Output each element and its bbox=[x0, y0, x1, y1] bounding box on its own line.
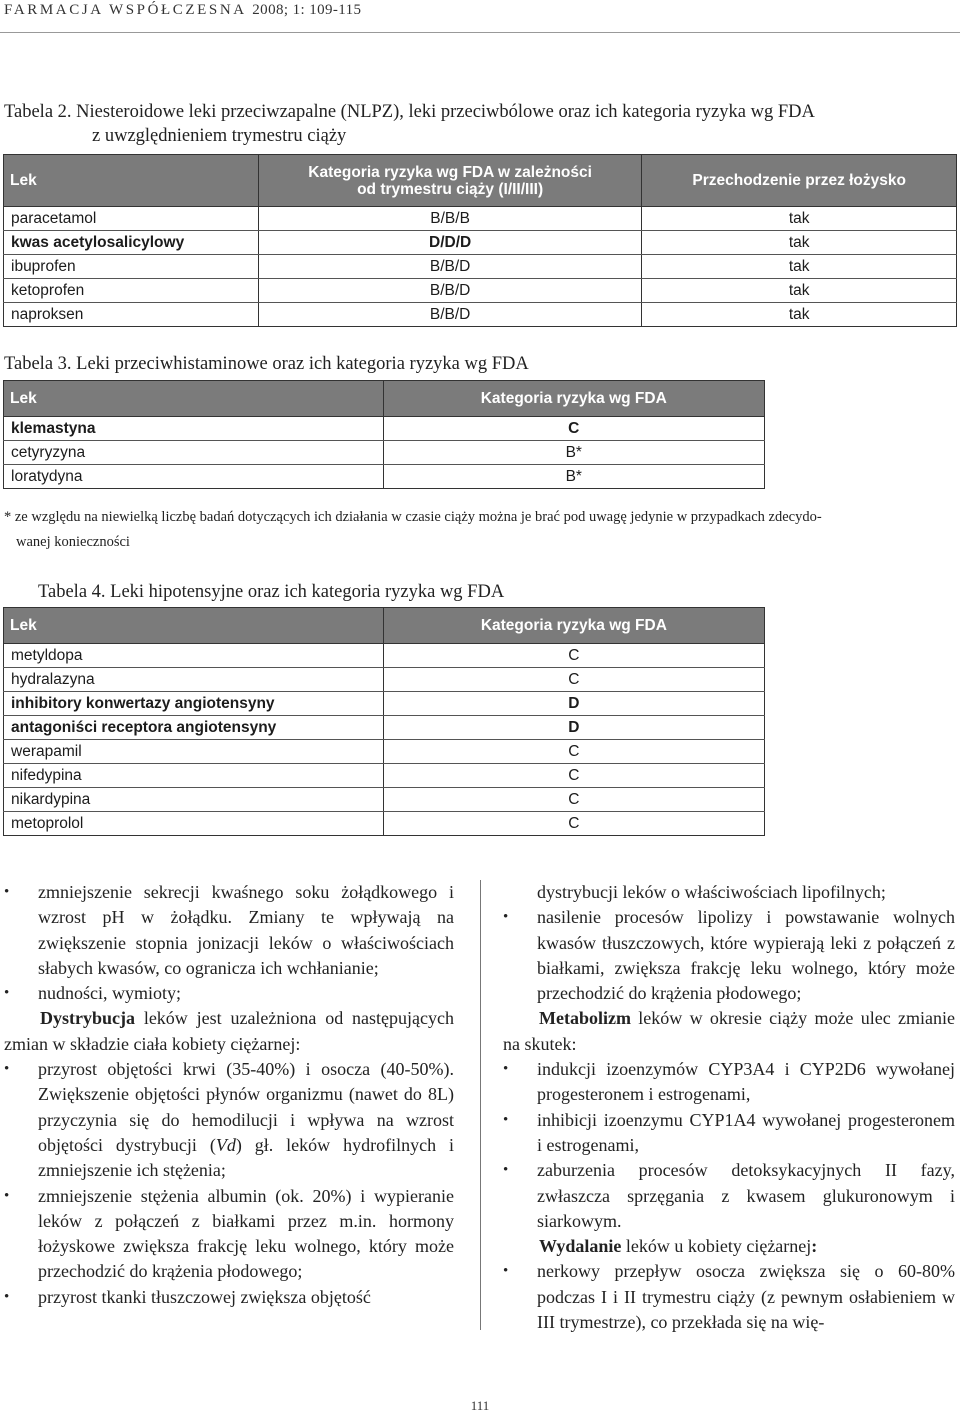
placenta-transfer: tak bbox=[642, 231, 957, 255]
right-bullet-3: • inhibicji izoenzymu CYP1A4 wywołanej progesteronem i estrogenami, bbox=[503, 1108, 955, 1159]
risk-category: C bbox=[383, 764, 764, 788]
table2-header-drug: Lek bbox=[4, 155, 259, 207]
drug-name: nifedypina bbox=[4, 764, 384, 788]
drug-name: klemastyna bbox=[4, 417, 384, 441]
drug-name: ketoprofen bbox=[4, 279, 259, 303]
table2 bbox=[3, 154, 957, 327]
placenta-transfer: tak bbox=[642, 207, 957, 231]
table-row bbox=[4, 644, 765, 668]
table3-caption: Tabela 3. Leki przeciwhistaminowe oraz ich kategoria ryzyka wg FDA bbox=[4, 354, 529, 374]
drug-name: cetyryzyna bbox=[4, 441, 384, 465]
table4-caption: Tabela 4. Leki hipotensyjne oraz ich kategoria ryzyka wg FDA bbox=[38, 582, 505, 602]
drug-name: hydralazyna bbox=[4, 668, 384, 692]
risk-category: B/B/D bbox=[258, 255, 641, 279]
placenta-transfer: tak bbox=[642, 303, 957, 327]
table-row bbox=[4, 255, 957, 279]
right-bullet-1: • nasilenie procesów lipolizy i powstawanie wolnych kwasów tłuszczowych, które wypierają leki z połączeń z białkami, zwiększa frakcję leku wolnego, który może przechodzić do krążenia płodowego; bbox=[503, 905, 955, 1006]
table-row bbox=[4, 279, 957, 303]
header-rule bbox=[0, 32, 960, 33]
table3-header-drug: Lek bbox=[4, 381, 384, 417]
table2-caption-line2: z uwzględnieniem trymestru ciąży bbox=[92, 126, 347, 146]
left-bullet-1: • zmniejszenie sekrecji kwaśnego soku żołądkowego i wzrost pH w żołądku. Zmiany te wpływają na zwiększenie stopnia jonizacji leków o właściwościach słabych kwasów, co ogranicza ich wchłanianie; bbox=[4, 880, 454, 981]
risk-category: C bbox=[383, 788, 764, 812]
table-row bbox=[4, 788, 765, 812]
table-row bbox=[4, 207, 957, 231]
metabolism-paragraph: Metabolizm leków w okresie ciąży może ulec zmianie na skutek: bbox=[503, 1008, 955, 1054]
table2-header-category: Kategoria ryzyka wg FDA w zależności od trymestru ciąży (I/II/III) bbox=[258, 155, 641, 207]
running-header bbox=[4, 2, 361, 19]
table-row bbox=[4, 692, 765, 716]
placenta-transfer: tak bbox=[642, 255, 957, 279]
table2-caption-line1: Tabela 2. Niesteroidowe leki przeciwzapalne (NLPZ), leki przeciwbólowe oraz ich kategoria ryzyka wg FDA bbox=[4, 102, 815, 122]
drug-name: inhibitory konwertazy angiotensyny bbox=[4, 692, 384, 716]
risk-category: C bbox=[383, 644, 764, 668]
excretion-paragraph: Wydalanie leków u kobiety ciężarnej: bbox=[539, 1236, 818, 1257]
risk-category: C bbox=[383, 740, 764, 764]
drug-name: metoprolol bbox=[4, 812, 384, 836]
right-bullet-2: • indukcji izoenzymów CYP3A4 i CYP2D6 wywołanej progesteronem i estrogenami, bbox=[503, 1057, 955, 1108]
table2-caption bbox=[4, 100, 815, 148]
table-row bbox=[4, 716, 765, 740]
page-number: 111 bbox=[470, 1398, 490, 1413]
table3 bbox=[3, 380, 765, 489]
table-row bbox=[4, 417, 765, 441]
risk-category: C bbox=[383, 812, 764, 836]
table-row bbox=[4, 812, 765, 836]
drug-name: antagoniści receptora angiotensyny bbox=[4, 716, 384, 740]
drug-name: metyldopa bbox=[4, 644, 384, 668]
placenta-transfer: tak bbox=[642, 279, 957, 303]
footnote-line1: * ze względu na niewielką liczbę badań dotyczących ich działania w czasie ciąży można je brać pod uwagę jedynie w przypadkach zdecydo- bbox=[4, 509, 822, 525]
drug-name: werapamil bbox=[4, 740, 384, 764]
right-bullet-4: • zaburzenia procesów detoksykacyjnych II fazy, zwłaszcza sprzęgania z kwasem glukuronowym i siarkowym. bbox=[503, 1158, 955, 1234]
risk-category: C bbox=[383, 668, 764, 692]
risk-category: D bbox=[383, 692, 764, 716]
table-row bbox=[4, 303, 957, 327]
drug-name: ibuprofen bbox=[4, 255, 259, 279]
table3-header-category: Kategoria ryzyka wg FDA bbox=[383, 381, 765, 417]
distribution-paragraph: Dystrybucja leków jest uzależniona od następujących zmian w składzie ciała kobiety ciężarnej: bbox=[4, 1008, 454, 1054]
drug-name: kwas acetylosalicylowy bbox=[4, 231, 259, 255]
issue-reference: 2008; 1: 109-115 bbox=[252, 2, 362, 18]
excretion-heading: Wydalanie bbox=[539, 1236, 622, 1257]
table4-header-category: Kategoria ryzyka wg FDA bbox=[383, 608, 764, 644]
column-divider bbox=[480, 880, 481, 1330]
left-bullet-5: • przyrost tkanki tłuszczowej zwiększa objętość bbox=[4, 1285, 454, 1310]
table2-header-placenta: Przechodzenie przez łożysko bbox=[642, 155, 957, 207]
table-row bbox=[4, 764, 765, 788]
risk-category: B/B/D bbox=[258, 303, 641, 327]
table-row bbox=[4, 740, 765, 764]
drug-name: nikardypina bbox=[4, 788, 384, 812]
table-row bbox=[4, 668, 765, 692]
metabolism-heading: Metabolizm bbox=[539, 1008, 631, 1029]
table4 bbox=[3, 607, 765, 836]
drug-name: paracetamol bbox=[4, 207, 259, 231]
table4-header-drug: Lek bbox=[4, 608, 384, 644]
right-continuation: dystrybucji leków o właściwościach lipofilnych; bbox=[537, 882, 886, 902]
distribution-heading: Dystrybucja bbox=[40, 1008, 135, 1029]
risk-category: B* bbox=[383, 465, 765, 489]
right-bullet-5: • nerkowy przepływ osocza zwiększa się o 60-80% podczas I i II trymestru ciąży (z pewnym osłabieniem w III trymestrze), co przekłada się na wię- bbox=[503, 1259, 955, 1335]
table-row bbox=[4, 231, 957, 255]
drug-name: naproksen bbox=[4, 303, 259, 327]
right-column bbox=[503, 880, 955, 1335]
risk-category: D/D/D bbox=[258, 231, 641, 255]
footnote-line2: wanej konieczności bbox=[16, 534, 130, 550]
left-bullet-4: • zmniejszenie stężenia albumin (ok. 20%) i wypieranie leków z połączeń z białkami przez m.in. hormony łożyskowe zwiększa frakcję leku wolnego, który może przechodzić do krążenia płodowego; bbox=[4, 1184, 454, 1285]
footnote bbox=[4, 505, 954, 555]
left-column bbox=[4, 880, 454, 1310]
risk-category: B/B/B bbox=[258, 207, 641, 231]
table-row bbox=[4, 441, 765, 465]
risk-category: C bbox=[383, 417, 765, 441]
drug-name: loratydyna bbox=[4, 465, 384, 489]
table-row bbox=[4, 465, 765, 489]
risk-category: D bbox=[383, 716, 764, 740]
journal-title: FARMACJA WSPÓŁCZESNA bbox=[4, 2, 246, 18]
risk-category: B/B/D bbox=[258, 279, 641, 303]
risk-category: B* bbox=[383, 441, 765, 465]
left-bullet-2: • nudności, wymioty; bbox=[4, 981, 454, 1006]
left-bullet-3: • przyrost objętości krwi (35-40%) i osocza (40-50%). Zwiększenie objętości płynów organizmu (nawet do 8L) przyczynia się do hemodilucji i wpływa na wzrost objętości dystrybucji (Vd) gł. leków hydrofilnych i zmniejszenie ich stężenia; bbox=[4, 1057, 454, 1183]
